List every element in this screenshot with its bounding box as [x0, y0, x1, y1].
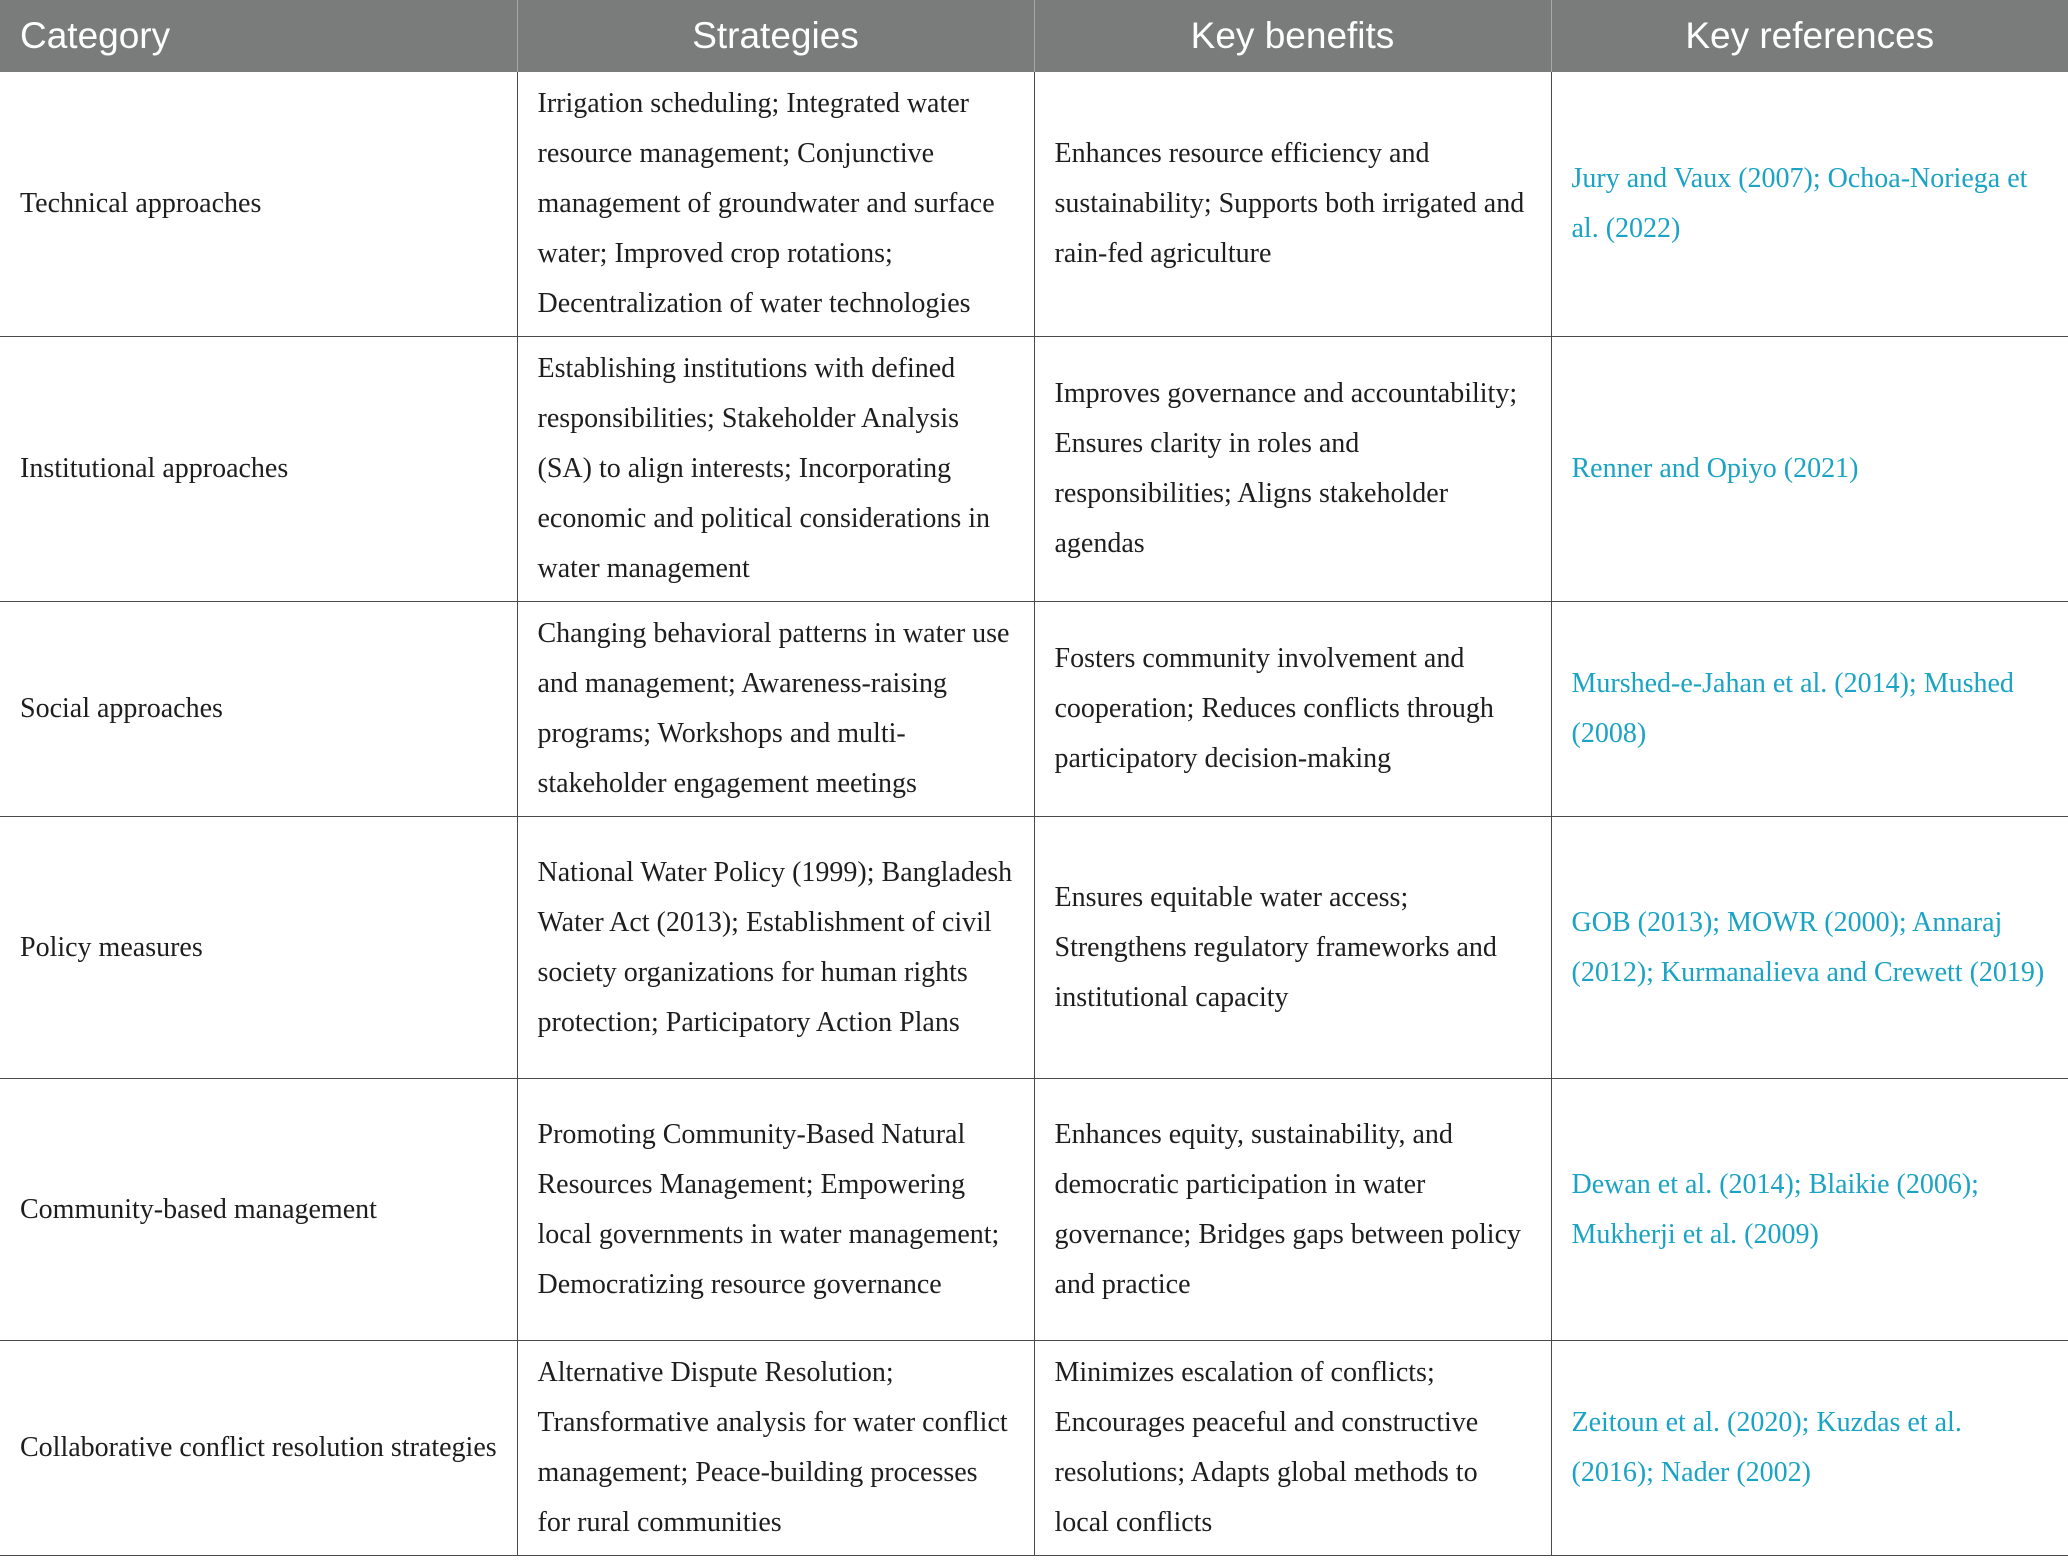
- header-row: [0, 0, 2068, 72]
- category-cell: Institutional approaches: [0, 337, 517, 602]
- table-header: [0, 0, 2068, 72]
- strategies-cell: National Water Policy (1999); Bangladesh Water Act (2013); Establishment of civil society organizations for human rights protection; Participatory Action Plans: [517, 817, 1034, 1079]
- table-row: [0, 337, 2068, 602]
- benefits-cell: Improves governance and accountability; Ensures clarity in roles and responsibilities; Aligns stakeholder agendas: [1034, 337, 1551, 602]
- references-cell[interactable]: Murshed-e-Jahan et al. (2014); Mushed (2008): [1551, 602, 2068, 817]
- table-row: [0, 817, 2068, 1079]
- strategies-cell: Irrigation scheduling; Integrated water resource management; Conjunctive management of groundwater and surface water; Improved crop rotations; Decentralization of water technologies: [517, 72, 1034, 337]
- benefits-cell: Fosters community involvement and cooperation; Reduces conflicts through participatory decision-making: [1034, 602, 1551, 817]
- header-strategies: Strategies: [517, 0, 1034, 72]
- table-row: [0, 72, 2068, 337]
- table-row: [0, 602, 2068, 817]
- header-category: Category: [0, 0, 517, 72]
- benefits-cell: Ensures equitable water access; Strengthens regulatory frameworks and institutional capacity: [1034, 817, 1551, 1079]
- references-cell[interactable]: Jury and Vaux (2007); Ochoa-Noriega et al. (2022): [1551, 72, 2068, 337]
- benefits-cell: Enhances resource efficiency and sustainability; Supports both irrigated and rain-fed agriculture: [1034, 72, 1551, 337]
- table-body: [0, 72, 2068, 1556]
- references-cell[interactable]: Zeitoun et al. (2020); Kuzdas et al. (2016); Nader (2002): [1551, 1341, 2068, 1556]
- strategies-cell: Changing behavioral patterns in water use and management; Awareness-raising programs; Workshops and multi-stakeholder engagement meetings: [517, 602, 1034, 817]
- references-cell[interactable]: Renner and Opiyo (2021): [1551, 337, 2068, 602]
- strategies-cell: Establishing institutions with defined responsibilities; Stakeholder Analysis (SA) to align interests; Incorporating economic and political considerations in water management: [517, 337, 1034, 602]
- category-cell: Social approaches: [0, 602, 517, 817]
- strategies-cell: Alternative Dispute Resolution; Transformative analysis for water conflict management; Peace-building processes for rural communities: [517, 1341, 1034, 1556]
- header-key-references: Key references: [1551, 0, 2068, 72]
- category-cell: Collaborative conflict resolution strategies: [0, 1341, 517, 1556]
- references-cell[interactable]: Dewan et al. (2014); Blaikie (2006); Mukherji et al. (2009): [1551, 1079, 2068, 1341]
- references-cell[interactable]: GOB (2013); MOWR (2000); Annaraj (2012); Kurmanalieva and Crewett (2019): [1551, 817, 2068, 1079]
- category-cell: Technical approaches: [0, 72, 517, 337]
- strategies-cell: Promoting Community-Based Natural Resources Management; Empowering local governments in water management; Democratizing resource governance: [517, 1079, 1034, 1341]
- category-cell: Policy measures: [0, 817, 517, 1079]
- benefits-cell: Enhances equity, sustainability, and democratic participation in water governance; Bridges gaps between policy and practice: [1034, 1079, 1551, 1341]
- table-row: [0, 1341, 2068, 1556]
- table-row: [0, 1079, 2068, 1341]
- category-cell: Community-based management: [0, 1079, 517, 1341]
- header-key-benefits: Key benefits: [1034, 0, 1551, 72]
- benefits-cell: Minimizes escalation of conflicts; Encourages peaceful and constructive resolutions; Adapts global methods to local conflicts: [1034, 1341, 1551, 1556]
